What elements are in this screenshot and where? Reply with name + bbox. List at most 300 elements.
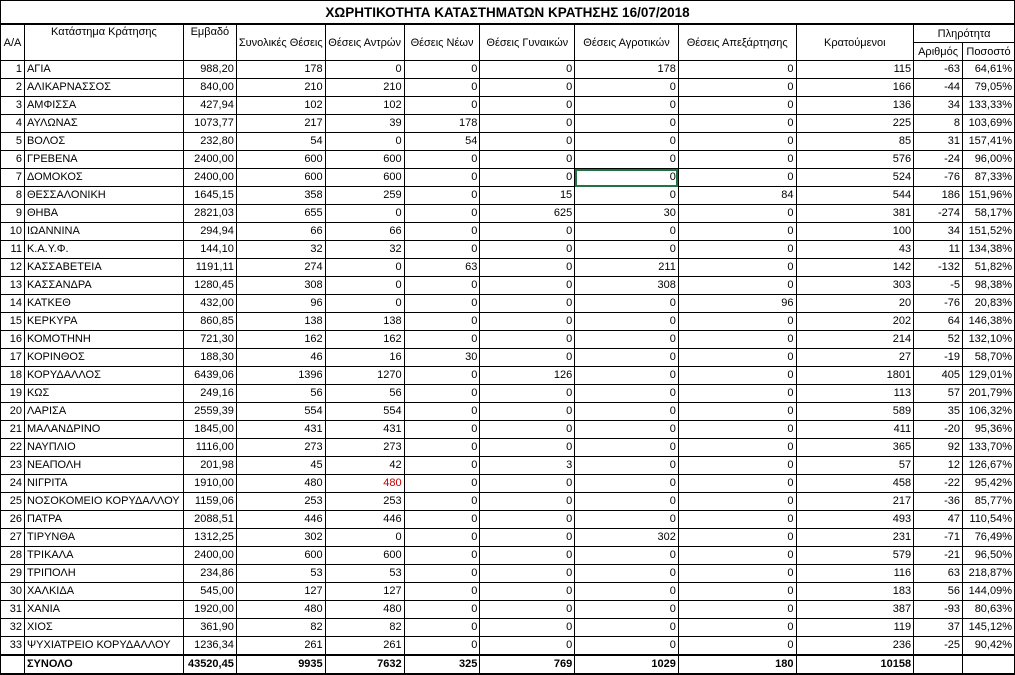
cell-women[interactable]: 15 [480,187,575,205]
cell-men[interactable]: 0 [325,61,404,79]
cell-total[interactable]: 655 [236,205,325,223]
cell-men[interactable]: 102 [325,97,404,115]
cell-detained[interactable]: 57 [796,457,914,475]
cell-fill-num[interactable]: 92 [914,439,963,457]
cell-women[interactable]: 0 [480,439,575,457]
cell-fill-pct[interactable]: 157,41% [963,133,1015,151]
cell-young[interactable]: 0 [404,277,480,295]
cell-agri[interactable]: 0 [575,367,679,385]
cell-young[interactable]: 0 [404,439,480,457]
cell-women[interactable]: 0 [480,241,575,259]
cell-store[interactable]: ΜΑΛΑΝΔΡΙΝΟ [24,421,183,439]
cell-detained[interactable]: 387 [796,601,914,619]
cell-aa[interactable]: 19 [1,385,25,403]
cell-fill-pct[interactable]: 58,70% [963,349,1015,367]
cell-total[interactable]: 446 [236,511,325,529]
cell-detained[interactable]: 142 [796,259,914,277]
header-fill[interactable]: Πληρότητα [914,24,1015,43]
cell-agri[interactable]: 0 [575,547,679,565]
cell-young[interactable]: 0 [404,475,480,493]
cell-total[interactable]: 480 [236,475,325,493]
cell-men[interactable]: 162 [325,331,404,349]
cell-young[interactable]: 0 [404,529,480,547]
cell-women[interactable]: 0 [480,151,575,169]
cell-rehab[interactable]: 0 [678,259,796,277]
cell-young[interactable]: 0 [404,331,480,349]
cell-fill-pct[interactable]: 95,36% [963,421,1015,439]
cell-aa[interactable]: 17 [1,349,25,367]
cell-detained[interactable]: 214 [796,331,914,349]
cell-total[interactable]: 127 [236,583,325,601]
cell-men[interactable]: 0 [325,205,404,223]
cell-detained[interactable]: 27 [796,349,914,367]
cell-women[interactable]: 126 [480,367,575,385]
cell-fill-num[interactable]: 405 [914,367,963,385]
cell-aa[interactable]: 2 [1,79,25,97]
cell-store[interactable]: ΚΟΡΥΔΑΛΛΟΣ [24,367,183,385]
cell-young[interactable]: 0 [404,205,480,223]
cell-agri[interactable]: 0 [575,169,679,187]
cell-total[interactable]: 274 [236,259,325,277]
cell-fill-pct[interactable]: 146,38% [963,313,1015,331]
cell-aa[interactable]: 10 [1,223,25,241]
cell-aa[interactable]: 24 [1,475,25,493]
cell-fill-pct[interactable]: 79,05% [963,79,1015,97]
cell-rehab[interactable]: 0 [678,619,796,637]
cell-agri[interactable]: 0 [575,295,679,313]
cell-aa[interactable]: 4 [1,115,25,133]
cell-agri[interactable]: 0 [575,97,679,115]
cell-women[interactable]: 0 [480,565,575,583]
cell-area[interactable]: 432,00 [183,295,236,313]
cell-total[interactable]: 178 [236,61,325,79]
cell-detained[interactable]: 85 [796,133,914,151]
cell-fill-pct[interactable]: 218,87% [963,565,1015,583]
cell-fill-pct[interactable]: 134,38% [963,241,1015,259]
cell-fill-num[interactable]: -21 [914,547,963,565]
cell-store[interactable]: ΒΟΛΟΣ [24,133,183,151]
cell-men[interactable]: 0 [325,295,404,313]
cell-women[interactable]: 0 [480,493,575,511]
cell-store[interactable]: ΑΓΙΑ [24,61,183,79]
cell-fill-num[interactable]: -76 [914,295,963,313]
cell-fill-num[interactable]: -274 [914,205,963,223]
cell-area[interactable]: 721,30 [183,331,236,349]
cell-fill-pct[interactable]: 95,42% [963,475,1015,493]
cell-area[interactable]: 2400,00 [183,169,236,187]
cell-young[interactable]: 0 [404,313,480,331]
header-total[interactable]: Συνολικές Θέσεις [236,24,325,61]
cell-store[interactable]: ΧΙΟΣ [24,619,183,637]
cell-fill-pct[interactable]: 20,83% [963,295,1015,313]
cell-store[interactable]: ΑΜΦΙΣΣΑ [24,97,183,115]
cell-area[interactable]: 2400,00 [183,547,236,565]
cell-men[interactable]: 261 [325,637,404,656]
cell-young[interactable]: 54 [404,133,480,151]
cell-fill-num[interactable]: -63 [914,61,963,79]
cell-agri[interactable]: 0 [575,331,679,349]
cell-store[interactable]: ΔΟΜΟΚΟΣ [24,169,183,187]
cell-fill-num[interactable]: 64 [914,313,963,331]
cell-fill-pct[interactable]: 126,67% [963,457,1015,475]
cell-fill-pct[interactable]: 201,79% [963,385,1015,403]
cell-agri[interactable]: 0 [575,511,679,529]
cell-detained[interactable]: 166 [796,79,914,97]
cell-area[interactable]: 1236,34 [183,637,236,656]
cell-aa[interactable]: 27 [1,529,25,547]
header-detained[interactable]: Κρατούμενοι [796,24,914,61]
cell-aa[interactable]: 8 [1,187,25,205]
cell-fill-pct[interactable]: 76,49% [963,529,1015,547]
cell-agri[interactable]: 0 [575,619,679,637]
cell-aa[interactable]: 16 [1,331,25,349]
cell-area[interactable]: 2821,03 [183,205,236,223]
cell-men[interactable]: 600 [325,169,404,187]
cell-area[interactable]: 1073,77 [183,115,236,133]
cell-fill-pct[interactable]: 133,33% [963,97,1015,115]
cell-women[interactable]: 0 [480,61,575,79]
cell-store[interactable]: ΑΥΛΩΝΑΣ [24,115,183,133]
cell-area[interactable]: 988,20 [183,61,236,79]
cell-store[interactable]: ΚΟΡΙΝΘΟΣ [24,349,183,367]
cell-fill-num[interactable]: 35 [914,403,963,421]
cell-fill-pct[interactable]: 80,63% [963,601,1015,619]
cell-total[interactable]: 210 [236,79,325,97]
cell-fill-pct[interactable]: 106,32% [963,403,1015,421]
cell-fill-num[interactable]: 34 [914,223,963,241]
cell-young[interactable]: 0 [404,223,480,241]
header-fill-pct[interactable]: Ποσοστό [963,43,1015,61]
cell-store[interactable]: ΨΥΧΙΑΤΡΕΙΟ ΚΟΡΥΔΑΛΛΟΥ [24,637,183,656]
cell-rehab[interactable]: 0 [678,331,796,349]
cell-fill-pct[interactable]: 85,77% [963,493,1015,511]
cell-fill-num[interactable]: 12 [914,457,963,475]
cell-rehab[interactable]: 0 [678,61,796,79]
cell-young[interactable]: 0 [404,403,480,421]
cell-men[interactable]: 82 [325,619,404,637]
cell-detained[interactable]: 458 [796,475,914,493]
cell-store[interactable]: ΚΩΣ [24,385,183,403]
cell-fill-num[interactable]: 11 [914,241,963,259]
total-empty-pct[interactable] [963,655,1015,674]
cell-agri[interactable]: 0 [575,241,679,259]
cell-aa[interactable]: 26 [1,511,25,529]
cell-area[interactable]: 201,98 [183,457,236,475]
cell-young[interactable]: 0 [404,619,480,637]
cell-young[interactable]: 0 [404,79,480,97]
total-women[interactable]: 769 [480,655,575,674]
cell-rehab[interactable]: 0 [678,349,796,367]
cell-agri[interactable]: 0 [575,637,679,656]
cell-aa[interactable]: 32 [1,619,25,637]
cell-fill-num[interactable]: -25 [914,637,963,656]
cell-store[interactable]: ΛΑΡΙΣΑ [24,403,183,421]
cell-fill-num[interactable]: 56 [914,583,963,601]
cell-rehab[interactable]: 0 [678,493,796,511]
total-empty-num[interactable] [914,655,963,674]
cell-area[interactable]: 860,85 [183,313,236,331]
cell-total[interactable]: 66 [236,223,325,241]
cell-area[interactable]: 361,90 [183,619,236,637]
cell-men[interactable]: 16 [325,349,404,367]
cell-women[interactable]: 0 [480,637,575,656]
cell-young[interactable]: 0 [404,187,480,205]
cell-total[interactable]: 600 [236,151,325,169]
cell-fill-num[interactable]: 52 [914,331,963,349]
cell-agri[interactable]: 0 [575,565,679,583]
cell-area[interactable]: 232,80 [183,133,236,151]
cell-agri[interactable]: 0 [575,475,679,493]
cell-detained[interactable]: 579 [796,547,914,565]
header-men[interactable]: Θέσεις Αντρών [325,24,404,61]
cell-rehab[interactable]: 0 [678,241,796,259]
cell-aa[interactable]: 25 [1,493,25,511]
cell-fill-pct[interactable]: 110,54% [963,511,1015,529]
header-women[interactable]: Θέσεις Γυναικών [480,24,575,61]
cell-women[interactable]: 0 [480,547,575,565]
cell-fill-pct[interactable]: 151,96% [963,187,1015,205]
cell-total[interactable]: 46 [236,349,325,367]
cell-aa[interactable]: 30 [1,583,25,601]
cell-detained[interactable]: 119 [796,619,914,637]
cell-fill-num[interactable]: 31 [914,133,963,151]
cell-young[interactable]: 0 [404,601,480,619]
cell-aa[interactable]: 28 [1,547,25,565]
cell-fill-pct[interactable]: 58,17% [963,205,1015,223]
cell-total[interactable]: 253 [236,493,325,511]
cell-young[interactable]: 0 [404,637,480,656]
cell-detained[interactable]: 116 [796,565,914,583]
cell-area[interactable]: 2088,51 [183,511,236,529]
cell-store[interactable]: ΘΕΣΣΑΛΟΝΙΚΗ [24,187,183,205]
cell-store[interactable]: ΑΛΙΚΑΡΝΑΣΣΟΣ [24,79,183,97]
cell-fill-num[interactable]: -24 [914,151,963,169]
cell-rehab[interactable]: 0 [678,601,796,619]
total-label[interactable]: ΣΥΝΟΛΟ [24,655,183,674]
cell-store[interactable]: ΝΙΓΡΙΤΑ [24,475,183,493]
cell-young[interactable]: 0 [404,169,480,187]
header-store[interactable]: Κατάστημα Κράτησης [24,24,183,61]
cell-store[interactable]: ΧΑΝΙΑ [24,601,183,619]
cell-detained[interactable]: 411 [796,421,914,439]
cell-rehab[interactable]: 0 [678,637,796,656]
total-young[interactable]: 325 [404,655,480,674]
cell-men[interactable]: 446 [325,511,404,529]
cell-fill-num[interactable]: -93 [914,601,963,619]
cell-store[interactable]: ΤΡΙΚΑΛΑ [24,547,183,565]
cell-fill-num[interactable]: -20 [914,421,963,439]
cell-store[interactable]: ΤΙΡΥΝΘΑ [24,529,183,547]
cell-men[interactable]: 480 [325,601,404,619]
cell-area[interactable]: 427,94 [183,97,236,115]
cell-fill-num[interactable]: -132 [914,259,963,277]
cell-young[interactable]: 0 [404,493,480,511]
cell-area[interactable]: 1191,11 [183,259,236,277]
cell-area[interactable]: 6439,06 [183,367,236,385]
cell-women[interactable]: 0 [480,133,575,151]
cell-rehab[interactable]: 0 [678,169,796,187]
cell-fill-num[interactable]: 63 [914,565,963,583]
cell-store[interactable]: ΚΑΣΣΑΒΕΤΕΙΑ [24,259,183,277]
cell-rehab[interactable]: 0 [678,313,796,331]
cell-fill-pct[interactable]: 133,70% [963,439,1015,457]
cell-men[interactable]: 1270 [325,367,404,385]
cell-fill-num[interactable]: -71 [914,529,963,547]
cell-agri[interactable]: 308 [575,277,679,295]
cell-aa[interactable]: 7 [1,169,25,187]
cell-women[interactable]: 0 [480,529,575,547]
cell-rehab[interactable]: 0 [678,583,796,601]
cell-men[interactable]: 253 [325,493,404,511]
cell-store[interactable]: ΝΟΣΟΚΟΜΕΙΟ ΚΟΡΥΔΑΛΛΟΥ [24,493,183,511]
cell-rehab[interactable]: 0 [678,439,796,457]
cell-area[interactable]: 545,00 [183,583,236,601]
cell-agri[interactable]: 0 [575,115,679,133]
cell-fill-pct[interactable]: 132,10% [963,331,1015,349]
cell-men[interactable]: 56 [325,385,404,403]
cell-detained[interactable]: 236 [796,637,914,656]
header-fill-num[interactable]: Αριθμός [914,43,963,61]
cell-aa[interactable]: 23 [1,457,25,475]
cell-agri[interactable]: 0 [575,583,679,601]
cell-detained[interactable]: 183 [796,583,914,601]
cell-total[interactable]: 102 [236,97,325,115]
cell-aa[interactable]: 21 [1,421,25,439]
cell-total[interactable]: 96 [236,295,325,313]
cell-detained[interactable]: 524 [796,169,914,187]
cell-area[interactable]: 840,00 [183,79,236,97]
cell-women[interactable]: 0 [480,403,575,421]
cell-area[interactable]: 1645,15 [183,187,236,205]
cell-aa[interactable]: 12 [1,259,25,277]
cell-detained[interactable]: 493 [796,511,914,529]
cell-area[interactable]: 188,30 [183,349,236,367]
cell-men[interactable]: 210 [325,79,404,97]
cell-men[interactable]: 39 [325,115,404,133]
cell-women[interactable]: 0 [480,385,575,403]
cell-aa[interactable]: 9 [1,205,25,223]
cell-fill-pct[interactable]: 90,42% [963,637,1015,656]
cell-rehab[interactable]: 0 [678,457,796,475]
header-aa[interactable]: Α/Α [1,24,25,61]
cell-area[interactable]: 249,16 [183,385,236,403]
cell-rehab[interactable]: 0 [678,403,796,421]
cell-women[interactable]: 0 [480,601,575,619]
cell-men[interactable]: 138 [325,313,404,331]
cell-total[interactable]: 600 [236,169,325,187]
cell-rehab[interactable]: 84 [678,187,796,205]
cell-men[interactable]: 273 [325,439,404,457]
cell-rehab[interactable]: 0 [678,277,796,295]
cell-women[interactable]: 0 [480,259,575,277]
cell-aa[interactable]: 33 [1,637,25,656]
cell-detained[interactable]: 303 [796,277,914,295]
cell-agri[interactable]: 30 [575,205,679,223]
cell-detained[interactable]: 225 [796,115,914,133]
cell-area[interactable]: 1312,25 [183,529,236,547]
total-detained[interactable]: 10158 [796,655,914,674]
cell-rehab[interactable]: 0 [678,205,796,223]
cell-agri[interactable]: 0 [575,151,679,169]
cell-fill-num[interactable]: 57 [914,385,963,403]
cell-women[interactable]: 0 [480,619,575,637]
cell-rehab[interactable]: 0 [678,475,796,493]
cell-detained[interactable]: 20 [796,295,914,313]
cell-total[interactable]: 308 [236,277,325,295]
cell-men[interactable]: 66 [325,223,404,241]
cell-rehab[interactable]: 0 [678,151,796,169]
cell-fill-pct[interactable]: 51,82% [963,259,1015,277]
cell-total[interactable]: 45 [236,457,325,475]
cell-total[interactable]: 431 [236,421,325,439]
cell-total[interactable]: 32 [236,241,325,259]
cell-young[interactable]: 0 [404,97,480,115]
cell-detained[interactable]: 381 [796,205,914,223]
cell-rehab[interactable]: 0 [678,511,796,529]
cell-fill-num[interactable]: 186 [914,187,963,205]
cell-area[interactable]: 1116,00 [183,439,236,457]
cell-women[interactable]: 0 [480,79,575,97]
header-area[interactable]: Εμβαδό [183,24,236,61]
cell-fill-pct[interactable]: 98,38% [963,277,1015,295]
cell-store[interactable]: ΚΕΡΚΥΡΑ [24,313,183,331]
cell-area[interactable]: 1159,06 [183,493,236,511]
cell-area[interactable]: 2400,00 [183,151,236,169]
cell-young[interactable]: 0 [404,151,480,169]
cell-area[interactable]: 144,10 [183,241,236,259]
cell-young[interactable]: 63 [404,259,480,277]
cell-women[interactable]: 0 [480,583,575,601]
cell-aa[interactable]: 31 [1,601,25,619]
cell-men[interactable]: 259 [325,187,404,205]
cell-young[interactable]: 0 [404,295,480,313]
cell-total[interactable]: 82 [236,619,325,637]
cell-women[interactable]: 0 [480,223,575,241]
cell-women[interactable]: 0 [480,97,575,115]
cell-young[interactable]: 0 [404,547,480,565]
cell-store[interactable]: ΤΡΙΠΟΛΗ [24,565,183,583]
cell-agri[interactable]: 178 [575,61,679,79]
total-total[interactable]: 9935 [236,655,325,674]
cell-rehab[interactable]: 0 [678,97,796,115]
cell-young[interactable]: 0 [404,367,480,385]
cell-aa[interactable]: 29 [1,565,25,583]
cell-area[interactable]: 1910,00 [183,475,236,493]
total-rehab[interactable]: 180 [678,655,796,674]
cell-area[interactable]: 2559,39 [183,403,236,421]
cell-men[interactable]: 0 [325,259,404,277]
header-rehab[interactable]: Θέσεις Απεξάρτησης [678,24,796,61]
cell-total[interactable]: 138 [236,313,325,331]
cell-fill-num[interactable]: -36 [914,493,963,511]
cell-rehab[interactable]: 0 [678,133,796,151]
cell-total[interactable]: 217 [236,115,325,133]
cell-aa[interactable]: 15 [1,313,25,331]
cell-men[interactable]: 127 [325,583,404,601]
cell-women[interactable]: 0 [480,475,575,493]
cell-agri[interactable]: 0 [575,385,679,403]
cell-men[interactable]: 554 [325,403,404,421]
cell-rehab[interactable]: 0 [678,565,796,583]
cell-aa[interactable]: 18 [1,367,25,385]
header-young[interactable]: Θέσεις Νέων [404,24,480,61]
cell-fill-num[interactable]: 47 [914,511,963,529]
cell-agri[interactable]: 0 [575,421,679,439]
cell-men[interactable]: 0 [325,133,404,151]
cell-agri[interactable]: 0 [575,187,679,205]
cell-rehab[interactable]: 0 [678,547,796,565]
cell-young[interactable]: 30 [404,349,480,367]
